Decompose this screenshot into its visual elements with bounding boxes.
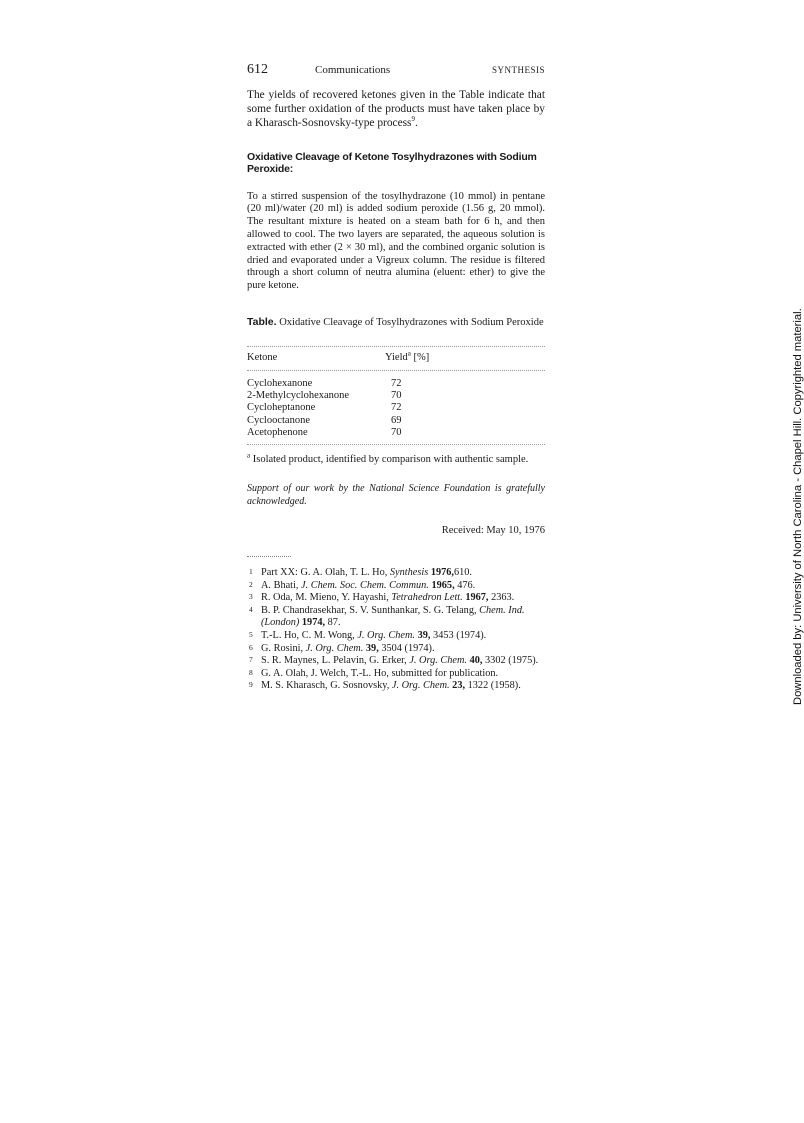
table-caption-text: Oxidative Cleavage of Tosylhydrazones with Sodium Peroxide <box>279 316 544 328</box>
reference-part: T.-L. Ho, C. M. Wong, <box>261 629 358 641</box>
reference-item <box>247 668 545 681</box>
ketone-cell: Cyclooctanone <box>247 414 310 426</box>
yield-sup: a <box>407 349 411 358</box>
table-col-ketone: Ketone <box>247 351 278 363</box>
reference-part: Part XX: G. A. Olah, T. L. Ho, <box>261 567 390 578</box>
table-row <box>247 390 545 402</box>
reference-item <box>247 630 545 643</box>
reference-text <box>261 592 545 605</box>
yield-unit: [%] <box>410 351 430 363</box>
page-number: 612 <box>247 62 268 77</box>
reference-part: 23, <box>452 680 466 692</box>
reference-number: 3 <box>249 592 253 602</box>
yield-cell: 69 <box>391 414 402 426</box>
acknowledgement: Support of our work by the National Science Foundation is gratefully acknowledged. <box>247 483 545 507</box>
reference-text <box>261 680 545 693</box>
reference-item <box>247 655 545 668</box>
yield-cell: 72 <box>391 377 402 389</box>
reference-text <box>261 643 545 656</box>
table-row <box>247 427 545 439</box>
intro-ref-sup: 9 <box>411 115 415 124</box>
reference-number: 5 <box>249 629 253 639</box>
intro-end: . <box>415 117 418 130</box>
reference-item <box>247 605 545 630</box>
table-col-yield <box>385 349 545 366</box>
journal-page <box>247 62 545 693</box>
reference-part: J. Org. Chem. <box>357 629 416 641</box>
journal-name: SYNTHESIS <box>491 65 545 75</box>
reference-part: 610. <box>453 567 473 578</box>
table-caption <box>247 315 545 330</box>
yield-cell: 70 <box>391 426 402 438</box>
table-header-rule <box>247 370 545 371</box>
yield-cell: 72 <box>391 402 402 414</box>
reference-part: A. Bhati, <box>261 579 302 591</box>
reference-text <box>261 567 545 580</box>
table-row <box>247 402 545 414</box>
reference-part: J. Org. Chem. <box>305 642 364 654</box>
reference-part: 1967, <box>465 592 489 604</box>
reference-part: Chem. Ind. (London) <box>261 604 525 629</box>
reference-part: G. Rosini, <box>261 642 306 654</box>
ketone-cell: Cyclohexanone <box>247 377 313 389</box>
reference-item <box>247 643 545 656</box>
table-row <box>247 415 545 427</box>
table-top-rule <box>247 346 545 347</box>
reference-part: 1322 (1958). <box>465 680 521 692</box>
reference-part: B. P. Chandrasekhar, S. V. Sunthankar, S. G. Telang, <box>261 604 480 616</box>
table-row <box>247 378 545 390</box>
reference-part: 3504 (1974). <box>378 642 435 654</box>
footnote-text: Isolated product, identified by comparison with authentic sample. <box>252 454 529 465</box>
reference-text <box>261 605 545 630</box>
reference-part: 39, <box>365 642 379 654</box>
reference-part: 1965, <box>431 579 455 591</box>
reference-number: 6 <box>249 642 253 652</box>
page-header <box>247 62 545 82</box>
reference-item <box>247 592 545 605</box>
reference-item <box>247 580 545 593</box>
reference-part: S. R. Maynes, L. Pelavin, G. Erker, <box>261 655 410 667</box>
yield-cell: 70 <box>391 390 402 402</box>
reference-number: 8 <box>249 667 253 677</box>
references-list <box>247 567 545 693</box>
table-header <box>247 349 545 366</box>
yield-label: Yield <box>385 351 408 363</box>
intro-text: The yields of recovered ketones given in the Table indicate that some further oxidation of the products must have taken place by a Kharasch-Sosnovsky-type process <box>247 89 545 130</box>
reference-part: 3302 (1975). <box>482 655 539 667</box>
reference-part: J. Org. Chem. <box>391 680 450 692</box>
reference-text <box>261 668 545 681</box>
reference-part: J. Chem. Soc. Chem. Commun. <box>301 579 429 591</box>
reference-part: 476. <box>454 579 476 591</box>
procedure-heading: Oxidative Cleavage of Ketone Tosylhydrazones with Sodium Peroxide: <box>247 150 537 176</box>
section-title: Communications <box>315 64 391 76</box>
table-body <box>247 378 545 439</box>
reference-number: 4 <box>249 604 253 614</box>
reference-part: J. Org. Chem. <box>409 655 467 667</box>
reference-number: 7 <box>249 655 253 665</box>
reference-part: G. A. Olah, J. Welch, T.-L. Ho, submitted for publication. <box>261 667 499 679</box>
references-separator <box>247 556 291 557</box>
ketone-cell: 2-Methylcyclohexanone <box>247 390 350 402</box>
table-bottom-rule <box>247 444 545 445</box>
footnote-mark: a <box>247 451 251 460</box>
reference-part: 3453 (1974). <box>430 629 487 641</box>
ketone-cell: Acetophenone <box>247 426 308 438</box>
reference-part: 2363. <box>488 592 515 604</box>
reference-number: 1 <box>249 567 253 576</box>
reference-number: 9 <box>249 680 253 690</box>
reference-text <box>261 655 545 668</box>
table-label: Table. <box>247 315 277 328</box>
reference-part: 87. <box>325 617 341 629</box>
reference-part: 39, <box>417 629 431 641</box>
reference-part: Tetrahedron Lett. <box>391 592 463 604</box>
reference-text <box>261 630 545 643</box>
intro-paragraph <box>247 88 545 131</box>
reference-number: 2 <box>249 579 253 589</box>
download-notice: Downloaded by: University of North Carolina - Chapel Hill. Copyrighted material. <box>792 308 804 705</box>
reference-item <box>247 680 545 693</box>
reference-item <box>247 567 545 580</box>
reference-part: M. S. Kharasch, G. Sosnovsky, <box>261 680 392 692</box>
reference-part: 1974, <box>301 617 326 629</box>
reference-text <box>261 580 545 593</box>
reference-part: Synthesis <box>389 567 429 578</box>
ketone-cell: Cycloheptanone <box>247 402 316 414</box>
table-footnote <box>247 453 545 466</box>
reference-part: 1976, <box>430 567 454 578</box>
reference-part: 40, <box>469 655 483 667</box>
procedure-text: To a stirred suspension of the tosylhydrazone (10 mmol) in pentane (20 ml)/water (20 ml) is added sodium peroxide (1.56 g, 20 mmol). The resultant mixture is heated on a steam bath for 6 h, and then allowed to cool. The two layers are separated, the aqueous solution is extracted with ether (2 × 30 ml), and the combined organic solution is dried and evaporated under a Vigreux column. The residue is filtered through a short column of neutra alumina (eluent: ether) to give the pure ketone. <box>247 190 545 292</box>
reference-part: R. Oda, M. Mieno, Y. Hayashi, <box>261 592 392 604</box>
received-date: Received: May 10, 1976 <box>441 525 545 536</box>
